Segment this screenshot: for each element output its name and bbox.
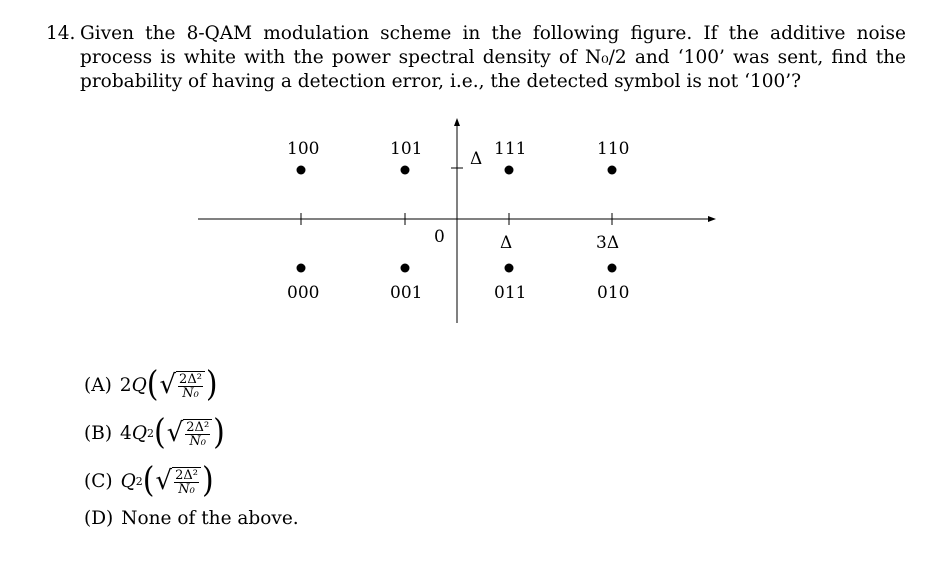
symbol-label-000: 000: [287, 283, 320, 303]
q-function: Q: [131, 422, 147, 444]
symbol-label-111: 111: [494, 139, 527, 159]
right-paren: ): [201, 460, 214, 501]
x-tick-label-delta: Δ: [500, 233, 513, 253]
symbol-label-011: 011: [494, 283, 527, 303]
option-b[interactable]: [84, 412, 225, 453]
sqrt-expression: [159, 371, 204, 400]
fraction-numerator: 2Δ²: [186, 419, 210, 435]
sqrt-icon: √: [155, 466, 173, 496]
fraction: [183, 419, 212, 448]
power: 2: [135, 474, 143, 488]
fraction-denominator: N₀: [189, 433, 207, 449]
symbol-point-110: [608, 166, 617, 175]
symbol-point-101: [401, 166, 410, 175]
symbol-point-011: [505, 264, 514, 273]
symbol-label-110: 110: [597, 139, 630, 159]
option-a[interactable]: [84, 364, 218, 405]
option-c[interactable]: [84, 460, 214, 501]
symbol-point-000: [297, 264, 306, 273]
q-function: Q: [131, 374, 147, 396]
sqrt-icon: √: [166, 418, 184, 448]
fraction-numerator: 2Δ²: [175, 467, 198, 483]
option-text: None of the above.: [121, 508, 299, 529]
option-label: (B): [84, 422, 113, 444]
option-label: (C): [84, 470, 113, 492]
power: 2: [146, 426, 154, 440]
symbol-label-101: 101: [390, 139, 423, 159]
sqrt-icon: √: [159, 370, 177, 400]
fraction-numerator: 2Δ²: [179, 371, 202, 387]
symbol-label-010: 010: [597, 283, 630, 303]
question-number: 14.: [46, 23, 76, 44]
fraction-denominator: N₀: [182, 385, 199, 401]
y-axis-arrow: [454, 118, 460, 126]
symbol-point-001: [401, 264, 410, 273]
left-paren: (: [142, 460, 155, 501]
option-label: (D): [84, 508, 114, 529]
fraction: [176, 371, 205, 400]
symbol-point-111: [505, 166, 514, 175]
x-axis-arrow: [708, 216, 716, 222]
right-paren: ): [213, 412, 225, 453]
x-tick-label-3delta: 3Δ: [596, 233, 620, 253]
q-function: Q: [120, 470, 136, 492]
symbol-point-010: [608, 264, 617, 273]
right-paren: ): [205, 364, 218, 405]
sqrt-expression: [155, 467, 200, 496]
fraction: [172, 467, 201, 496]
coefficient: 2: [119, 374, 132, 396]
left-paren: (: [146, 364, 159, 405]
symbol-label-100: 100: [287, 139, 320, 159]
left-paren: (: [153, 412, 166, 453]
symbol-point-100: [297, 166, 306, 175]
y-delta-label: Δ: [470, 149, 483, 169]
origin-label: 0: [434, 227, 445, 247]
sqrt-expression: [167, 419, 212, 448]
coefficient: 4: [120, 422, 132, 444]
option-d[interactable]: [84, 508, 299, 529]
symbol-label-001: 001: [390, 283, 423, 303]
question-text: Given the 8-QAM modulation scheme in the following figure. If the additive noise process is white with the power spectral density of N₀/2 and ‘100’ was sent, find the probability of having a detection error, i.e., the detected symbol is not ‘100’?: [80, 23, 906, 92]
option-label: (A): [84, 374, 112, 396]
fraction-denominator: N₀: [178, 481, 195, 497]
